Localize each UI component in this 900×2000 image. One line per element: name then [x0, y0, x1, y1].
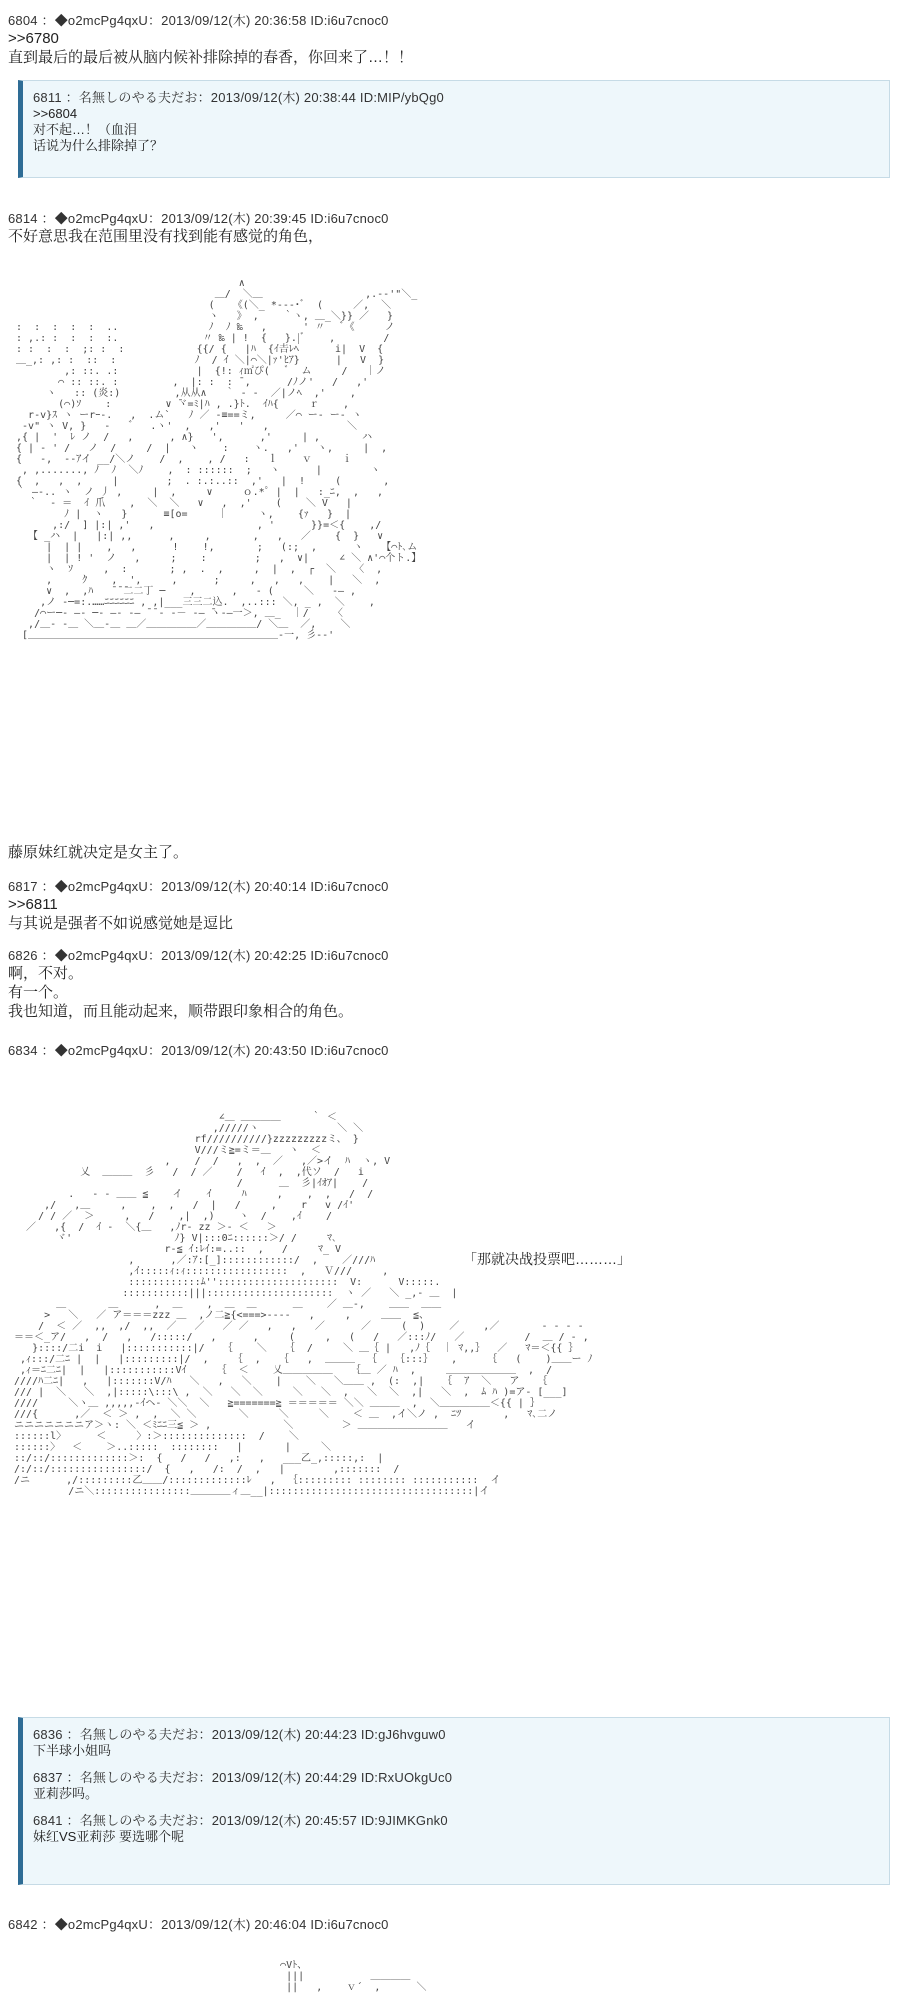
post-line: >>6780 — [8, 30, 59, 47]
reply-line: 对不起…！（血泪 — [33, 122, 138, 137]
post-line: 不好意思我在范围里没有找到能有感觉的角色， — [8, 228, 324, 245]
reply-header: 6836 ：名無しのやる夫だお：2013/09/12(木) 20:44:23 ID:gJ6hvguw0 — [33, 1727, 446, 1742]
reply-line: 下半球小姐吗 — [33, 1743, 112, 1758]
reply-header: 6837 ：名無しのやる夫だお：2013/09/12(木) 20:44:29 ID:RxUOkgUc0 — [33, 1770, 453, 1785]
post-line: 啊，不对。 — [8, 965, 84, 982]
ascii-art-mokou: ∧ ＿/ ＼＿ ,.-‐'"＼_ ( 《(＼_ *‐‐‐･ﾞ ( ／, ＼ ヽ 》 , ｀ヽ, ＿_＼}} ／ } : : : : : .. ﾉ ﾉ ‰ , ' 〃 ﾞ《 ノ : ,.: : : : :. 〃 ‰ | ! { }.|ﾞ , / : : : : ;: : : {{/ { |ﾊ {ｲ𠮷ﾚﾍ i| V { ＿_,: ,: : :: : ﾉ / ｲ ＼|⌒＼|ｧ'ﾋｱ} | V } ,: ::. .: | {!: ｨ㎡ぴ( ﾞ ム / ｜ノ ⌒ :: ::. : , |: : : ̄ , /ﾉノ' / ,' ヽ :: (炎:) ,从从∧ ｀ ‐ ‐ ／|ノﾍ ,' , (⌒)ｿ : ∨ ̄ヾ=ﾐ|ﾊ , .}ﾄ. ｲﾊ{ ｒ , r‐v}ｽ ヽ ーrｰ‐. , .ム` ﾉ ／ ‐≡==ミ, ／⌒ ー‐ ー‐ ヽ -v" ヽ V, } - ゛ .ヽ' , ,' ' , ＼ ,{ | ' ﾚ ノ / , , ∧} ', ,' | , ハ { | ‐ ' / ノ / / | ヽ : ヽ. ,' ヽ, | , { ‐, ‐-ｱイ __/＼ノ / , , / : ｌ ｖ ｉ , ,......., ﾉ ﾉ ＼ﾉ , : :::::: ; ヽ | ヽ { , , , | ; . :.:..:: ,' | ! ( , ｀ ―‐.. ヽ ノ 丿 , | , ∨ ｏ.*ﾟ | | :_ﾆ, , , ｀ ‐ ＝ ｲ 爪 , ＼ ＼ ∨ , ,' ( ＼ V | ﾉ | ヽ } ≡[o= ｜ ヽ, {ｧ } | ,:/ ] |:| ,' , , ' }}=＜{ ,/ 【 _ハ | |:| ,, , , , , ／ { } ∨ | | | , , ! !, ; (:; , ヽ 【⌒ﾄ､ム | | ! ' ノ , ; : ; , ∨| ∠ ＼ ∧'⌒个ト.】 ヽ ｿ , : ; , . , , | , ┌ ＼ 〈 , , ｸ , ', , ; , , , | ＼ , ∨ , ,ﾊ ̄ ̄ ̄二二丁 ─ , , ‐ ( ＼ ‐― , ,ノ ‐─=:.……ﾆﾆﾆﾆﾆﾆ , ,|___三三二込. ,..::: ＼, _ , ＼ , /⌒ー─‐ ―‐ ─‐ ―‐ ‐― ̄ ̄ ‐ ‐－ ‐― ̄ヽ‐―一＞, ＿_ ｜/ 〈 ,/＿‐ ‐＿ ＼＿‐＿ ＿／＿＿＿＿＿／＿＿＿＿＿/ ＼＿ ／, ＼ [＿＿＿＿＿＿＿＿＿＿＿＿＿＿＿＿＿＿＿＿＿＿＿＿＿‐一, 彡‐‐' — [16, 278, 422, 641]
post-6814 — [8, 208, 389, 246]
ascii-art-arisa-tank: ∠＿ ＿＿＿＿ ｀ ＜ ,/////ヽ ＼ ＼ rf//////////}zzzzzzzzzミ、 } V///ミ≧=ミ＝＿ ヽ ＜ , / / , , ／ ,／>イ ﾊ ヽ, V 乂 ＿＿＿ 彡 / / ／ / ｲ , ,代ソ / i / ＿ 彡|ｲｵｱ| / . ‐ ‐ ＿＿ ≦ イ ｲ ﾊ , , , / / ,/ ,＿ , , , / | / , r v /ｲ' / / ／ ＞ , / ,| ,) ヽ / ,ｲ / ／ ,{ / ｲ ‐ ＼{＿ ,ﾉr‐ zz ＞‐ ＜ ＞ ヾ' ﾉ} V|:::0ﾆ::::::＞/ / ﾏ､ r‐≦ ｲ:ﾚｲ:=..:: , / ﾏ_ V , ,／:ｱ:[_]::::::::::::/ , ／///ﾊ ,ｲ:::::ｨ:ｨ::::::::::::::::: , Ｖ/// , ::::::::::::ﾑ'':::::::::::::::::::: V: V:::::. :::::::::::|||::::::::::::::::::::: ヽ ／ ＼ _,‐ ＿ | ＿ ＿ , ＿ , ＿ ＿ ＿ ／ ＿‐, ＿＿ ＿＿ > ＼ ／ ア＝＝＝zzz ＿ ,ノ二≧{<===>---- , , ＿＿ ≦、 / ＜ ／ ,, ,/ ,, ／ ／ ／ ／ , , ／ ／ ( ) ／ ,／ ‐ ‐ ‐ ‐ ＝＝＜_ア/ , / , /:::::/ , , ( , ( / ／:::ﾉ/ ／ / ＿ / - , }::::/二i i |:::::::::::|/ ｛ ＼ ｛ / ＼ ＿｛ | ,ﾉ｛ ｜ ﾏ,,｝ ／ ﾏ＝＜{{ ｝ ,ｨ:::/二ﾆ | | |:::::::::|/ , ｛ , ｛ , ＿＿＿ ｛ ｛:::｝ , ｛ ( )＿＿ー ﾉ ,ｨ＝ﾆ二ﾆ| | |:::::::::::Vｲ ｛ ＜ 乂＿＿＿＿＿ ｛＿ ／ ﾊ , ＿＿＿＿＿＿＿ , / ////ﾊ二ﾆ| , |:::::::V/ﾊ ＼ , ＼ | ＼ ＼＿＿ , (: ,| ｛ ｱ ＼ ア ｛ /// | ＼ ＼ ,|:::::\:::\ , ＼ ＼ ＼ ＼ ＼ , ＼ ＼ ,| ＼ , ﾑ ﾊ )=ア‐ [___] //// ＼ヽ＿ ,,,,,-ｲヘ‐ ＼＼ ＼ ≧=======≧ ＝＝＝＝＝ ＼＼ ＿＿＿ , ＼＿＿＿＿＿＜{{ | ｝ ///{ ,／ ＜ ＞ , , ＼ ＼ ＼ ＼ ＼ ＜ ＿ ,イ＼ノ , ﾆﾂ , ﾏ､二ノ ニニニニニニニア＞ヽ: ＼ ＜ﾐﾆﾆ三≦ ＞ , ＼ ＞ ＿＿＿＿＿＿＿＿＿ イ ::::::l〉 ＜ 〉:＞:::::::::::::: / ＼ ::::::〉 ＜ ＞..::::: :::::::: | | ＼ ::/::/:::::::::::::＞: { / / ,: , ___乙_,:::::,: | /:/::/::::::::::::::::/ { , /: / , | ,::::::: / /ニ ,/:::::::::乙＿＿/:::::::::::::ﾚ , ｛::::::::: :::::::: ::::::::::: イ /ニ＼::::::::::::::::＿＿＿＿ィ＿__|::::::::::::::::::::::::::::::::::|イ — [14, 1112, 593, 1497]
reply-line: 话说为什么排除掉了？ — [33, 138, 164, 153]
post-line: 有一个。 — [8, 984, 69, 1001]
post-line: 与其说是强者不如说感觉她是逗比 — [8, 915, 234, 932]
reply-6811 — [33, 87, 879, 154]
post-header: 6842 ：◆o2mcPg4qxU：2013/09/12(木) 20:46:04 ID:i6u7cnoc0 — [8, 1917, 389, 1932]
speech-bubble-text: 「那就决战投票吧………」 — [463, 1251, 631, 1267]
post-6804 — [8, 10, 413, 67]
post-header: 6834 ：◆o2mcPg4qxU：2013/09/12(木) 20:43:50 ID:i6u7cnoc0 — [8, 1043, 389, 1058]
reply-6841 — [33, 1810, 879, 1845]
reply-6837 — [33, 1767, 879, 1802]
reply-line: 妹红VS亚莉莎 要选哪个呢 — [33, 1829, 184, 1844]
reply-line: >>6804 — [33, 106, 78, 121]
post-6826 — [8, 945, 389, 1021]
reply-line: 亚莉莎吗。 — [33, 1786, 99, 1801]
reply-box — [18, 1717, 890, 1885]
post-header: 6814 ：◆o2mcPg4qxU：2013/09/12(木) 20:39:45 ID:i6u7cnoc0 — [8, 211, 389, 226]
post-6842 — [8, 1914, 389, 1933]
post-after-line: 藤原妹红就决定是女主了。 — [8, 844, 189, 861]
post-6817 — [8, 876, 389, 933]
reply-6836 — [33, 1724, 879, 1759]
reply-box — [18, 80, 890, 178]
post-line: 直到最后的最后被从脑内候补排除掉的春香，你回来了…！！ — [8, 49, 414, 66]
ascii-art-partial: ⌒Vﾄ、 ||| ＿＿＿＿ || , ｖ´ , ＼ — [280, 1960, 427, 1993]
post-header: 6826 ：◆o2mcPg4qxU：2013/09/12(木) 20:42:25 ID:i6u7cnoc0 — [8, 948, 389, 963]
post-line: 我也知道，而且能动起来，顺带跟印象相合的角色。 — [8, 1003, 354, 1020]
reply-header: 6811 ：名無しのやる夫だお：2013/09/12(木) 20:38:44 ID:MIP/ybQg0 — [33, 90, 444, 105]
post-header: 6804 ：◆o2mcPg4qxU：2013/09/12(木) 20:36:58 ID:i6u7cnoc0 — [8, 13, 389, 28]
post-line: >>6811 — [8, 896, 58, 913]
post-header: 6817 ：◆o2mcPg4qxU：2013/09/12(木) 20:40:14 ID:i6u7cnoc0 — [8, 879, 389, 894]
reply-header: 6841 ：名無しのやる夫だお：2013/09/12(木) 20:45:57 ID:9JIMKGnk0 — [33, 1813, 448, 1828]
post-6834 — [8, 1040, 389, 1059]
